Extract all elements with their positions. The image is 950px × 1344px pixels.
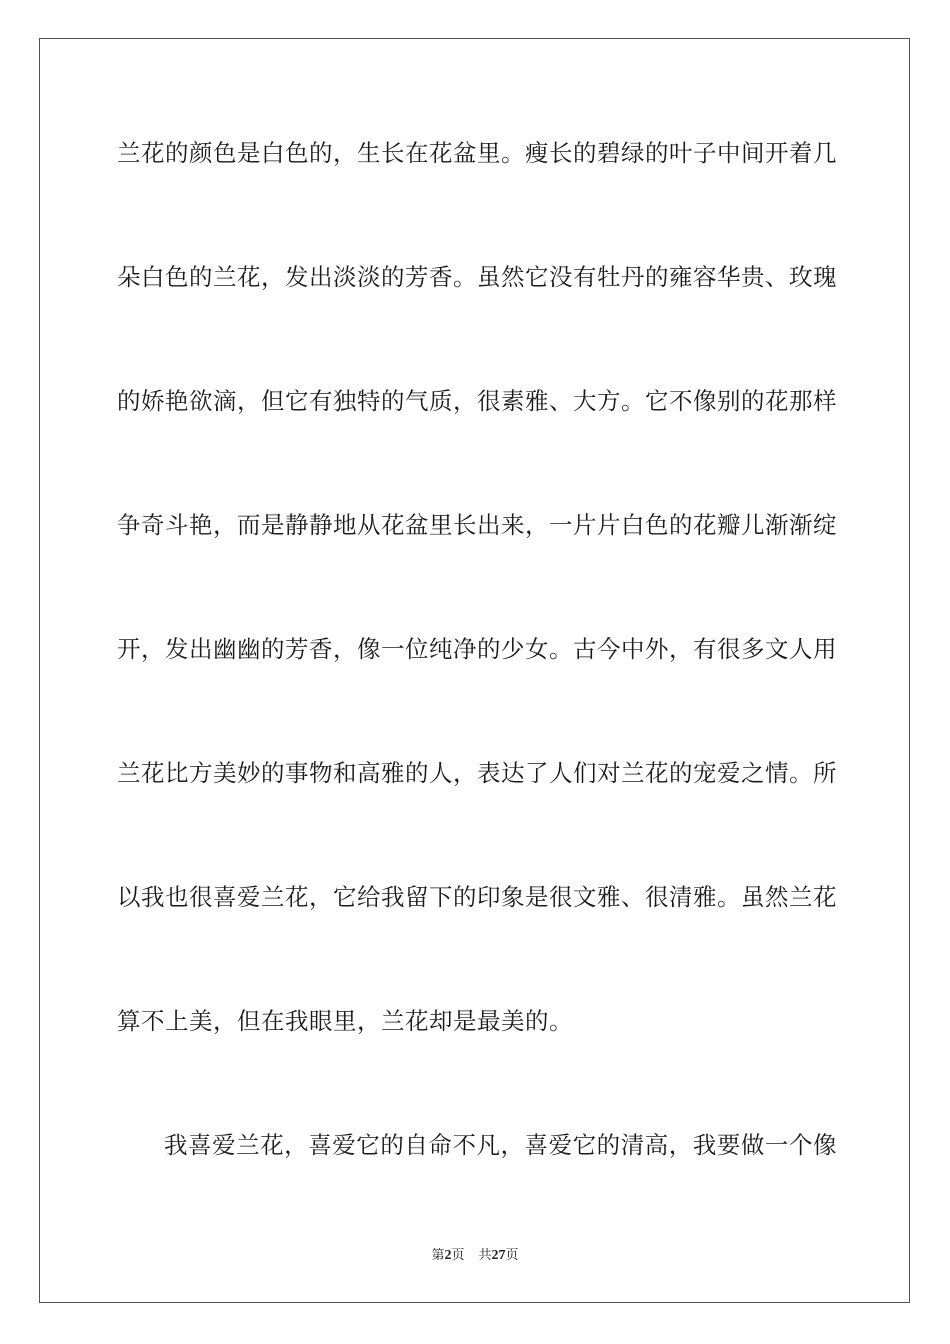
total-prefix: 共 [478,1248,492,1263]
total-pages: 27 [491,1248,506,1263]
text-line: 以我也很喜爱兰花，它给我留下的印象是很文雅、很清雅。虽然兰花 [117,883,837,911]
paragraph-first-line: 我喜爱兰花，喜爱它的自命不凡，喜爱它的清高，我要做一个像 [164,1131,837,1159]
page-prefix: 第 [431,1248,445,1263]
text-line: 兰花比方美妙的事物和高雅的人，表达了人们对兰花的宠爱之情。所 [117,759,837,787]
text-line: 的娇艳欲滴，但它有独特的气质，很素雅、大方。它不像别的花那样 [117,387,837,415]
page-footer [0,1247,950,1265]
text-line: 算不上美，但在我眼里，兰花却是最美的。 [117,1007,573,1035]
total-suffix: 页 [505,1248,519,1263]
text-line: 开，发出幽幽的芳香，像一位纯净的少女。古今中外，有很多文人用 [117,635,837,663]
page-border [39,38,910,1303]
text-line: 朵白色的兰花，发出淡淡的芳香。虽然它没有牡丹的雍容华贵、玫瑰 [117,263,837,291]
page-number: 2 [444,1248,452,1263]
page-suffix: 页 [451,1248,465,1263]
text-line: 争奇斗艳，而是静静地从花盆里长出来，一片片白色的花瓣儿渐渐绽 [117,511,837,539]
text-line: 兰花的颜色是白色的，生长在花盆里。瘦长的碧绿的叶子中间开着几 [117,139,837,167]
